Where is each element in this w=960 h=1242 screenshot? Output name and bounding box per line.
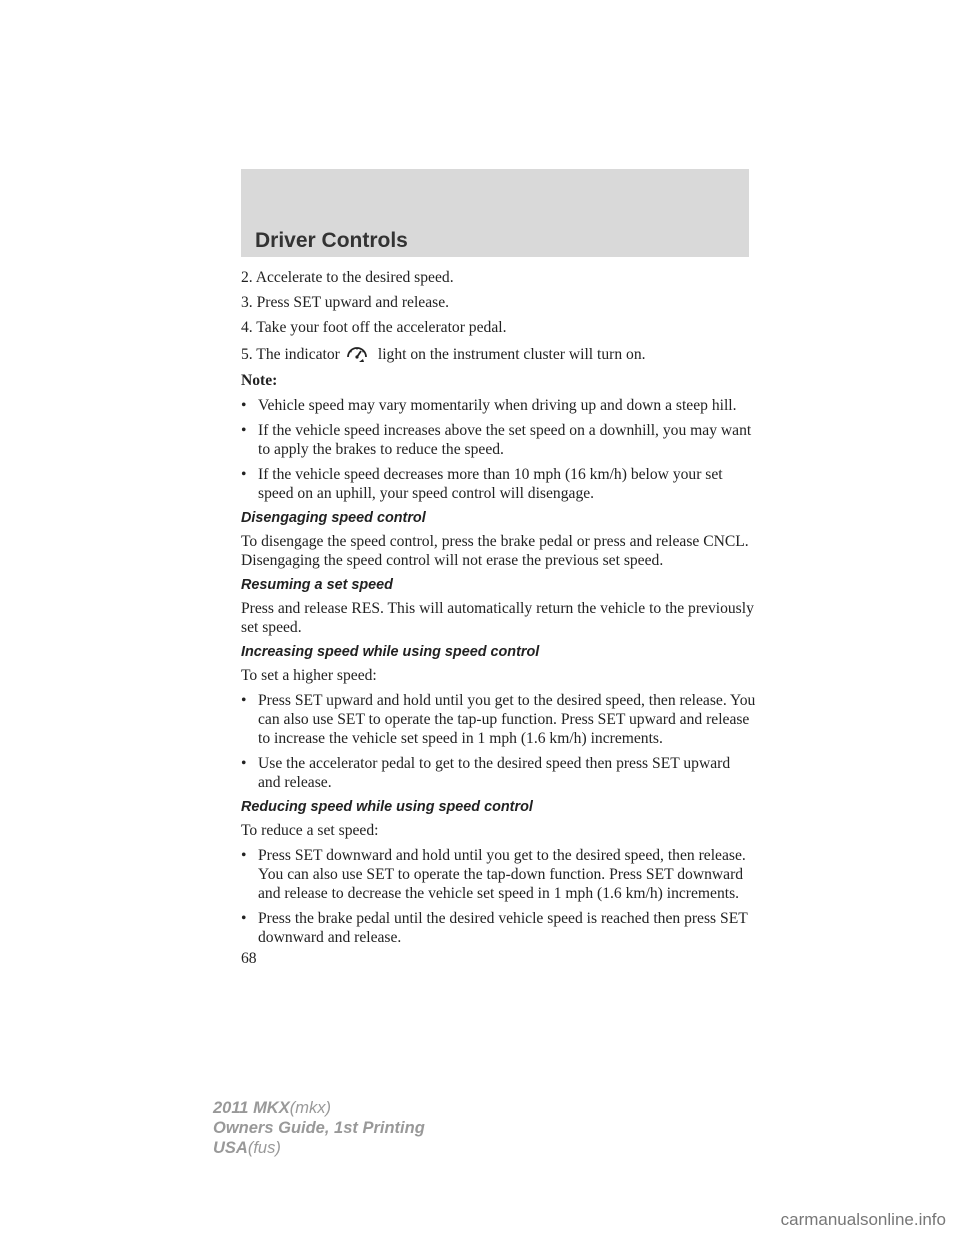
increasing-text: Press SET upward and hold until you get to the desired speed, then release. You can also use SET to operate the tap-up function. Press SET upward and release to increase the vehicle set speed in 1 mph (1.6 km/h) increments. — [258, 692, 756, 747]
disengaging-heading: Disengaging speed control — [241, 510, 426, 526]
bullet-icon: • — [241, 847, 247, 864]
step-3: 3. Press SET upward and release. — [241, 294, 450, 311]
reducing-text: Press SET downward and hold until you get to the desired speed, then release. You can also use SET to operate the tap-down function. Press SET downward and release to decrease the vehicle set speed in 1 mph (1.6 km/h) increments. — [258, 847, 746, 902]
step-5-text-after: light on the instrument cluster will turn on. — [377, 346, 646, 363]
reducing-item — [241, 909, 756, 947]
step-4: 4. Take your foot off the accelerator pedal. — [241, 319, 507, 336]
note-text: If the vehicle speed decreases more than 10 mph (16 km/h) below your set speed on an uphill, your speed control will disengage. — [258, 466, 723, 502]
resuming-heading: Resuming a set speed — [241, 577, 393, 593]
site-watermark: carmanualsonline.info — [780, 1210, 946, 1229]
bullet-icon: • — [241, 422, 247, 439]
note-item — [241, 421, 756, 459]
page-number: 68 — [241, 950, 257, 967]
increasing-item — [241, 754, 756, 792]
note-text: If the vehicle speed increases above the set speed on a downhill, you may want to apply the brakes to reduce the speed. — [258, 422, 752, 458]
bullet-icon: • — [241, 692, 247, 709]
note-text: Vehicle speed may vary momentarily when driving up and down a steep hill. — [258, 397, 737, 414]
increasing-text: Use the accelerator pedal to get to the desired speed then press SET upward and release. — [258, 755, 731, 791]
footer-market-code: (fus) — [247, 1139, 281, 1157]
speedometer-indicator-icon — [344, 343, 370, 365]
increasing-intro: To set a higher speed: — [241, 667, 377, 684]
footer-line-1 — [213, 1098, 425, 1118]
reducing-text: Press the brake pedal until the desired vehicle speed is reached then press SET downward and release. — [258, 910, 748, 946]
footer-line-2: Owners Guide, 1st Printing — [213, 1119, 425, 1137]
reducing-intro: To reduce a set speed: — [241, 822, 379, 839]
reducing-heading: Reducing speed while using speed control — [241, 799, 533, 815]
bullet-icon: • — [241, 397, 247, 414]
bullet-icon: • — [241, 466, 247, 483]
print-footer — [213, 1098, 425, 1158]
increasing-heading: Increasing speed while using speed control — [241, 644, 540, 660]
footer-model-code: (mkx) — [289, 1099, 331, 1117]
step-5-text-before: 5. The indicator — [241, 346, 340, 363]
note-label: Note: — [241, 372, 278, 389]
footer-model: 2011 MKX — [213, 1099, 290, 1117]
disengaging-text: To disengage the speed control, press the brake pedal or press and release CNCL. Disengaging the speed control will not erase the previous set speed. — [241, 533, 749, 569]
section-title: Driver Controls — [255, 229, 408, 252]
resuming-text: Press and release RES. This will automatically return the vehicle to the previously set speed. — [241, 600, 754, 636]
reducing-item — [241, 846, 756, 903]
note-item — [241, 465, 756, 503]
footer-market: USA — [213, 1139, 248, 1157]
step-2: 2. Accelerate to the desired speed. — [241, 269, 454, 286]
bullet-icon: • — [241, 755, 247, 772]
section-header-band — [241, 169, 749, 257]
footer-line-3 — [213, 1138, 425, 1158]
page-content — [241, 268, 756, 968]
increasing-item — [241, 691, 756, 748]
step-5 — [241, 343, 756, 365]
note-item — [241, 396, 756, 415]
bullet-icon: • — [241, 910, 247, 927]
